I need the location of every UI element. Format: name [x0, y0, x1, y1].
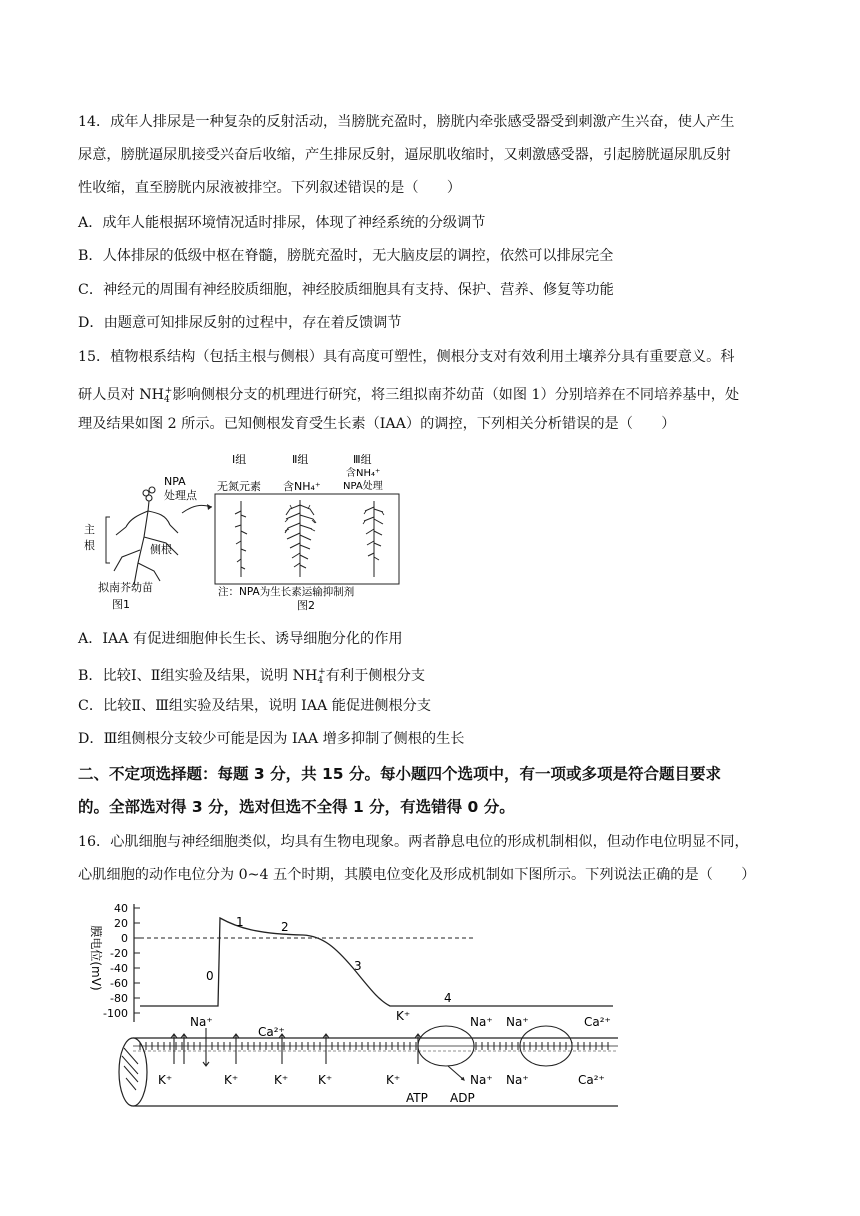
group3-condition-2: NPA处理	[343, 481, 383, 492]
na-ion-top: Na⁺	[190, 1015, 213, 1029]
phase-3: 3	[354, 959, 362, 973]
q14-stem-line3: 性收缩，直至膀胱内尿液被排空。下列叙述错误的是（ ）	[78, 180, 462, 196]
q16-stem-line2: 心肌细胞的动作电位分为 0~4 五个时期，其膜电位变化及形成机制如下图所示。下列说法正确的是（ ）	[78, 867, 756, 883]
y-tick-minus80: -80	[110, 992, 128, 1005]
q14-option-a: A．成年人能根据环境情况适时排尿，体现了神经系统的分级调节	[78, 215, 486, 231]
y-tick-40: 40	[114, 902, 128, 915]
q14-stem-line2: 尿意，膀胱逼尿肌接受兴奋后收缩，产生排尿反射，逼尿肌收缩时，又刺激感受器，引起膀胱逼尿肌反射	[78, 147, 731, 163]
group3-title: Ⅲ组	[353, 453, 372, 466]
q14-option-b: B．人体排尿的低级中枢在脊髓，膀胱充盈时，无大脑皮层的调控，依然可以排尿完全	[78, 248, 614, 264]
na-ion-pump-bottom: Na⁺	[470, 1073, 493, 1087]
q15-option-a: A．IAA 有促进细胞伸长生长、诱导细胞分化的作用	[78, 631, 403, 647]
k-ion-pump-top: K⁺	[396, 1009, 411, 1023]
group3-condition-1: 含NH₄⁺	[346, 468, 381, 479]
group1-title: Ⅰ组	[232, 453, 247, 466]
section2-heading-line1: 二、不定项选择题：每题 3 分，共 15 分。每小题四个选项中，有一项或多项是符合题目要求	[78, 765, 721, 783]
q15-option-d: D．Ⅲ组侧根分支较少可能是因为 IAA 增多抑制了侧根的生长	[78, 731, 465, 747]
na-ion-exchanger-top: Na⁺	[506, 1015, 529, 1029]
k-ion-4: K⁺	[318, 1073, 333, 1087]
q15-stem-line3: 理及结果如图 2 所示。已知侧根发育受生长素（IAA）的调控，下列相关分析错误的是（ ）	[78, 416, 676, 432]
q14-option-d: D．由题意可知排尿反射的过程中，存在着反馈调节	[78, 315, 402, 331]
adp-label: ADP	[450, 1091, 475, 1105]
q15-stem-line1: 15．植物根系结构（包括主根与侧根）具有高度可塑性，侧根分支对有效利用土壤养分具有重要意义。科	[78, 349, 735, 365]
k-ion-3: K⁺	[274, 1073, 289, 1087]
phase-1: 1	[236, 915, 244, 929]
y-tick-20: 20	[114, 917, 128, 930]
q15-option-c: C．比较Ⅱ、Ⅲ组实验及结果，说明 IAA 能促进侧根分支	[78, 698, 432, 714]
npa-label: NPA	[164, 475, 186, 488]
q14-option-c: C．神经元的周围有神经胶质细胞，神经胶质细胞具有支持、保护、营养、修复等功能	[78, 282, 614, 298]
membrane-potential-figure	[78, 898, 638, 1108]
lateral-root-label: 侧根	[150, 543, 172, 556]
figure-note: 注：NPA为生长素运输抑制剂	[218, 586, 355, 598]
q15-option-b: B．比较Ⅰ、Ⅱ组实验及结果，说明 $NH_4^+$有利于侧根分支	[78, 667, 426, 686]
fig2-label: 图2	[297, 599, 315, 612]
fig1-label: 图1	[112, 598, 130, 611]
q16-stem-line1: 16．心肌细胞与神经细胞类似，均具有生物电现象。两者静息电位的形成机制相似，但动作电位明显不同，	[78, 834, 749, 850]
na-ion-pump-top: Na⁺	[470, 1015, 493, 1029]
main-root-label-2: 根	[84, 539, 95, 552]
ca-ion-top: Ca²⁺	[258, 1025, 285, 1039]
phase-0: 0	[206, 969, 214, 983]
q15-stem-line2: 研人员对 $NH_4^+$影响侧根分支的机理进行研究，将三组拟南芥幼苗（如图 1）分别培养在不同培养基中，处	[78, 386, 740, 405]
phase-2: 2	[281, 920, 289, 934]
y-tick-minus40: -40	[110, 962, 128, 975]
group1-condition: 无氮元素	[217, 480, 261, 493]
action-potential-curve	[140, 918, 613, 1006]
y-axis-label: 膜电位(mV)	[89, 925, 103, 991]
k-ion-1: K⁺	[158, 1073, 173, 1087]
atp-label: ATP	[406, 1091, 428, 1105]
k-ion-2: K⁺	[224, 1073, 239, 1087]
seedling-label: 拟南芥幼苗	[98, 581, 153, 594]
q14-stem-line1: 14．成年人排尿是一种复杂的反射活动，当膀胱充盈时，膀胱内牵张感受器受到刺激产生兴奋，使人产生	[78, 114, 735, 130]
k-ion-pump-bottom: K⁺	[386, 1073, 401, 1087]
y-tick-minus60: -60	[110, 977, 128, 990]
ca-ion-exchanger-top: Ca²⁺	[584, 1015, 611, 1029]
group2-title: Ⅱ组	[292, 453, 309, 466]
y-tick-0: 0	[121, 932, 128, 945]
npa-point-label: 处理点	[164, 489, 197, 502]
y-tick-minus100: -100	[103, 1007, 128, 1020]
group2-condition: 含NH₄⁺	[283, 480, 321, 493]
section2-heading-line2: 的。全部选对得 3 分，选对但选不全得 1 分，有选错得 0 分。	[78, 798, 515, 816]
main-root-label-1: 主	[84, 523, 95, 536]
y-tick-minus20: -20	[110, 947, 128, 960]
phase-4: 4	[444, 991, 452, 1005]
ca-ion-exchanger-bottom: Ca²⁺	[578, 1073, 605, 1087]
na-ion-exchanger-bottom: Na⁺	[506, 1073, 529, 1087]
root-figure	[78, 445, 408, 613]
